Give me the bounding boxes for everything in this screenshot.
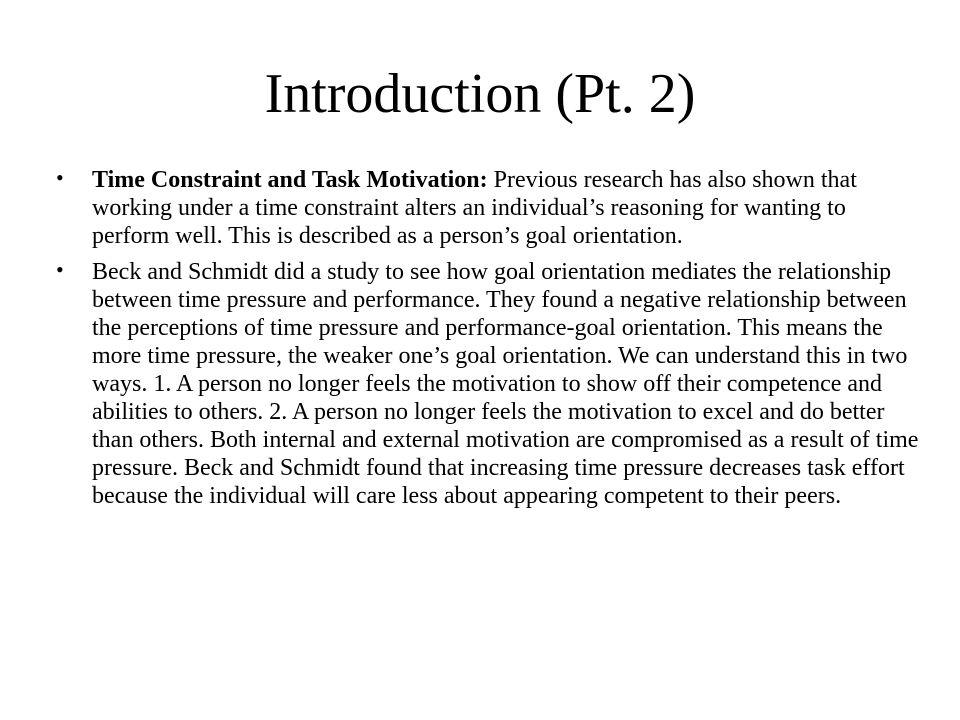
bullet-list bbox=[56, 165, 922, 518]
bullet-dot-icon: • bbox=[56, 165, 64, 190]
bullet-text: Previous research has also shown that working under a time constraint alters an individual’s reasoning for wanting to perform well. This is described as a person’s goal orientation. bbox=[92, 167, 857, 249]
bullet-text: Beck and Schmidt did a study to see how goal orientation mediates the relationship between time pressure and performance. They found a negative relationship between the perceptions of time pressure and performance-goal orientation. This means the more time pressure, the weaker one’s goal orientation. We can understand this in two ways. 1. A person no longer feels the motivation to show off their competence and abilities to others. 2. A person no longer feels the motivation to excel and do better than others. Both internal and external motivation are compromised as a result of time pressure. Beck and Schmidt found that increasing time pressure decreases task effort because the individual will care less about appearing competent to their peers. bbox=[92, 259, 919, 509]
bullet-item-beck-schmidt bbox=[56, 257, 922, 510]
bullet-dot-icon: • bbox=[56, 257, 64, 282]
bullet-lead-heading: Time Constraint and Task Motivation: bbox=[92, 167, 488, 193]
bullet-item-time-constraint bbox=[56, 165, 922, 250]
slide-title: Introduction (Pt. 2) bbox=[264, 63, 696, 125]
